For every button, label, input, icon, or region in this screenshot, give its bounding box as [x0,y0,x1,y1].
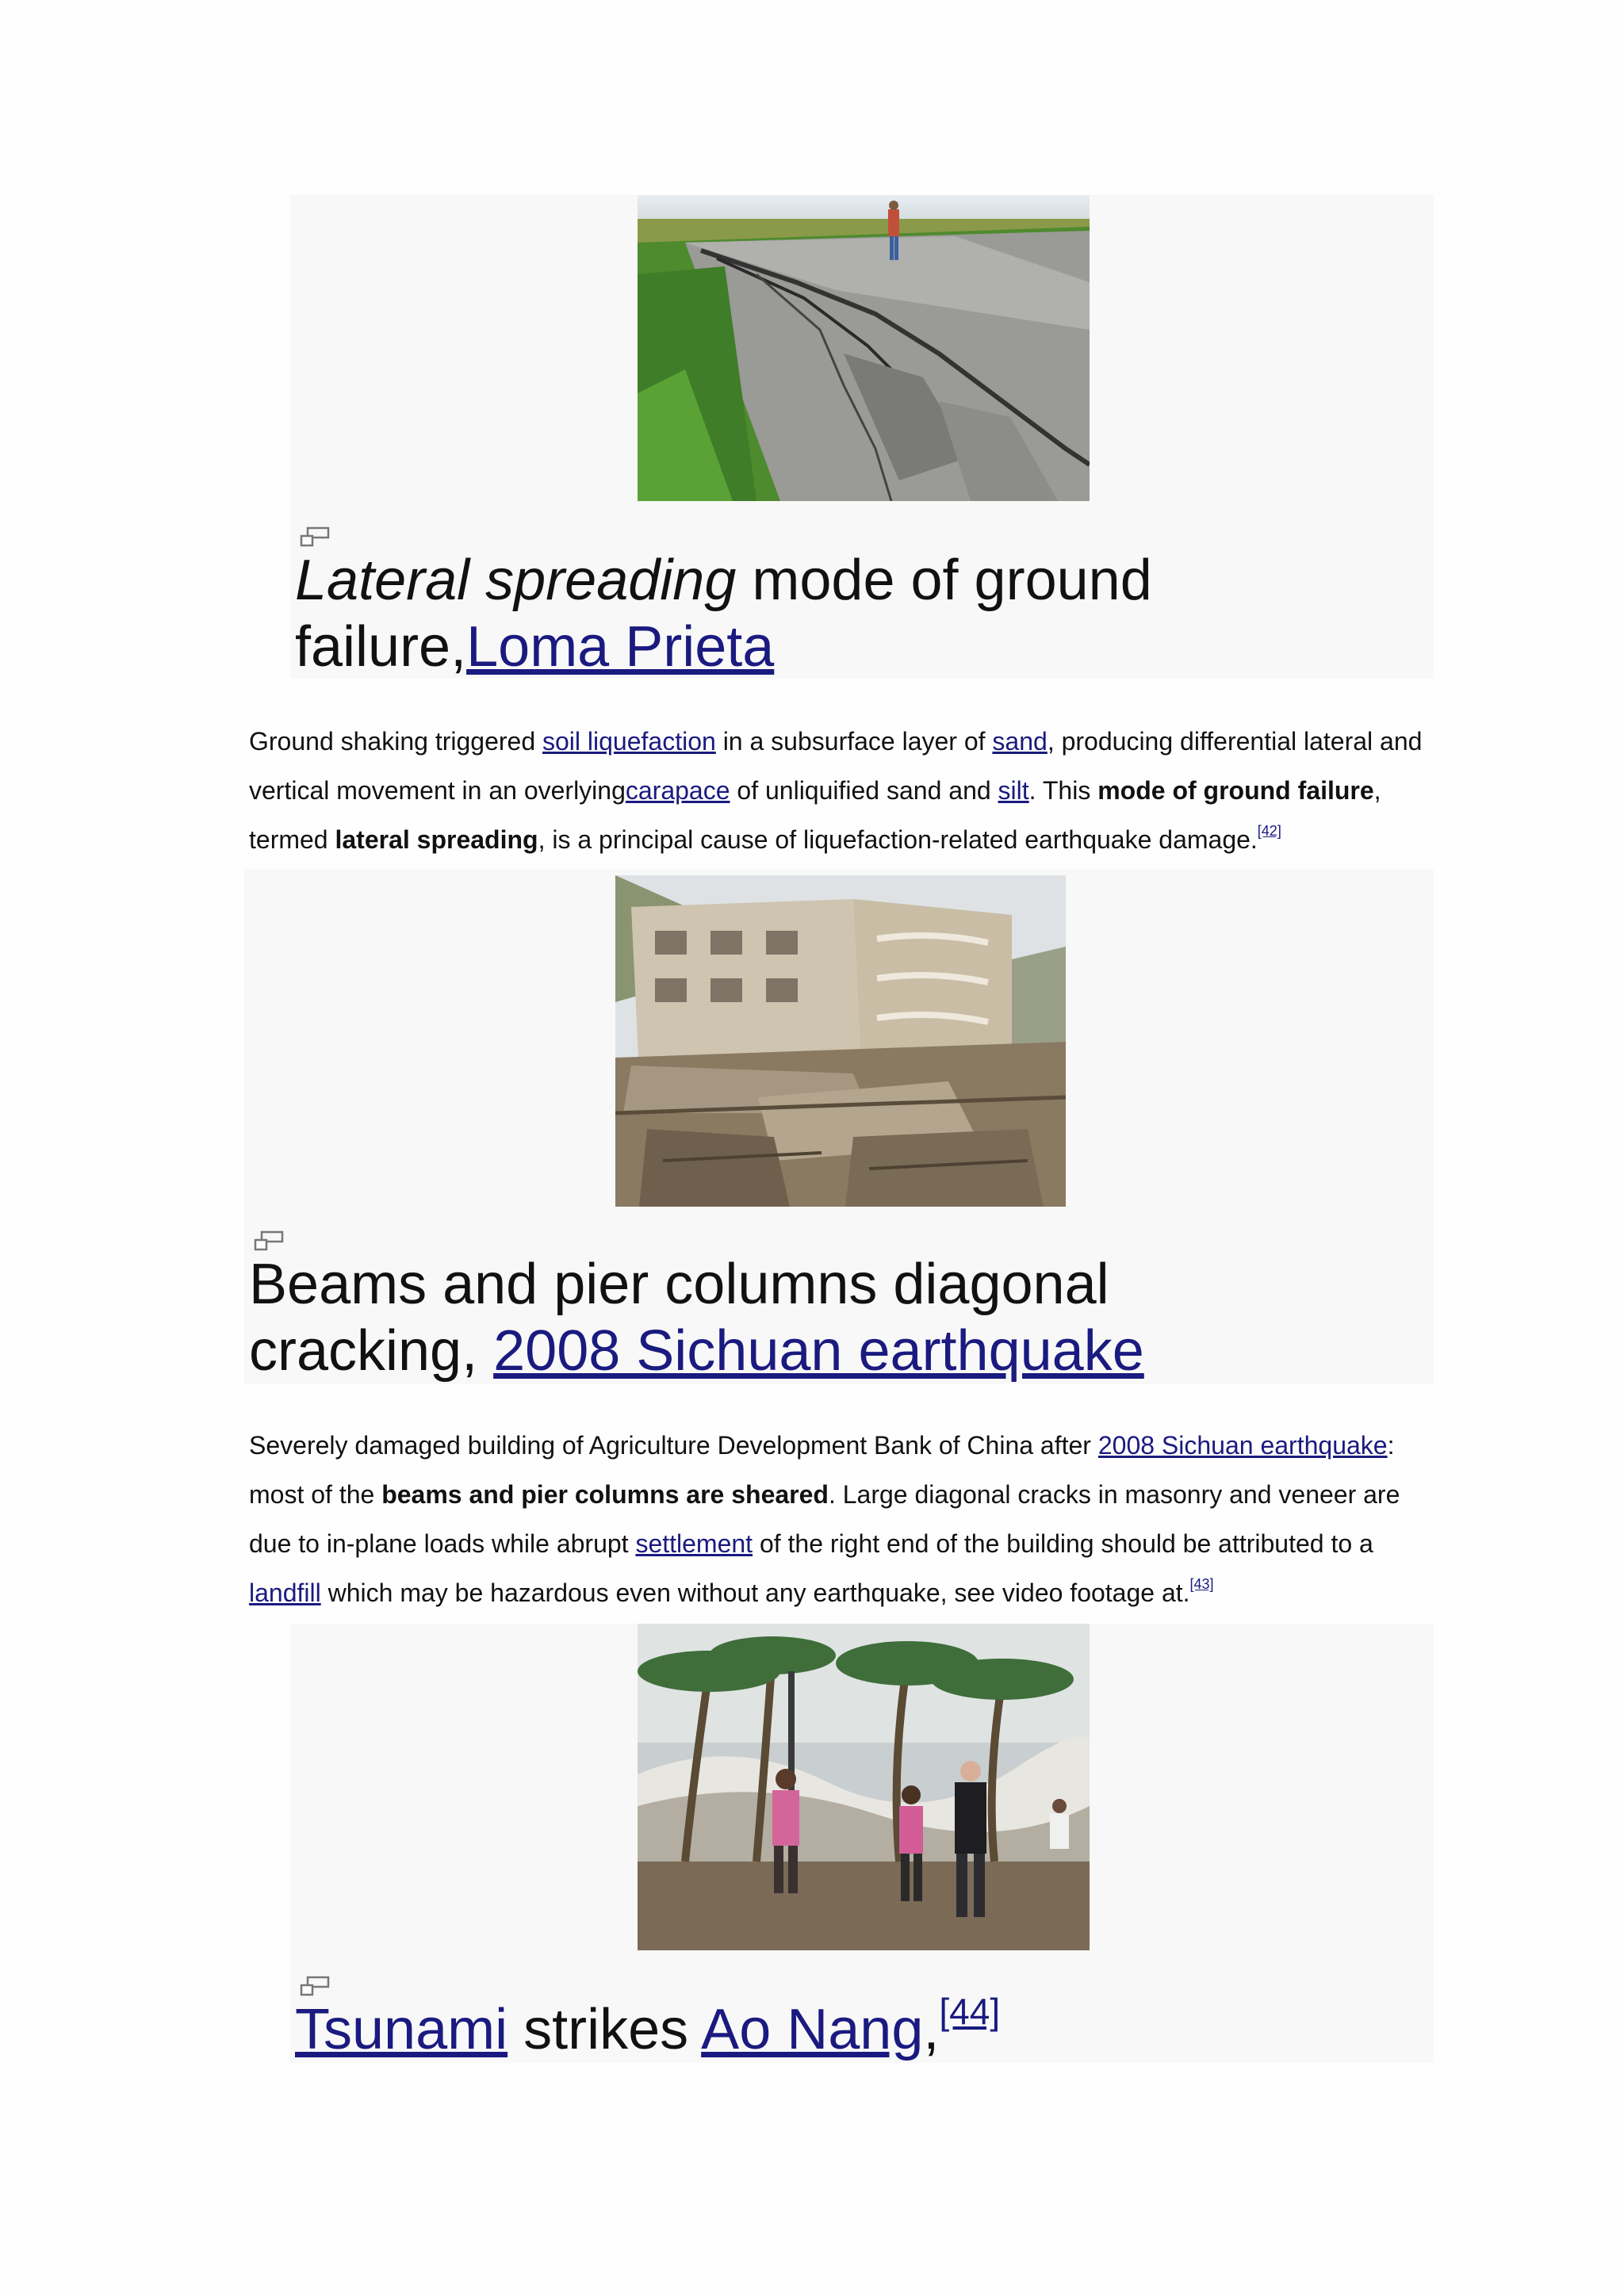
text-span: . Large diagonal cracks in masonry and veneer are due to in-plane loads while abrupt [249,1480,1400,1558]
settlement-link[interactable]: settlement [635,1529,753,1558]
sand-link[interactable]: sand [992,727,1048,756]
bold-term-mode-of-ground-failure: mode of ground failure [1097,776,1374,805]
text-span: , is a principal cause of liquefaction-related earthquake damage. [538,825,1258,854]
text-span: in a subsurface layer of [715,727,993,756]
text-span: , producing differential lateral and vertical movement in an overlying [249,727,1423,805]
reference-43-link[interactable]: [43] [1189,1576,1214,1593]
reference-42-link[interactable]: [42] [1257,823,1281,840]
enlarge-icon[interactable] [300,526,330,547]
loma-prieta-link[interactable]: Loma Prieta [466,615,775,679]
ao-nang-link[interactable]: Ao Nang [701,1998,924,2061]
text-span: , termed [249,776,1381,854]
cracked-road-illustration [638,195,1090,501]
tsunami-link[interactable]: Tsunami [295,1998,508,2061]
bold-term-lateral-spreading: lateral spreading [335,825,538,854]
text-span: : most of the [249,1431,1395,1509]
text-span: Ground shaking triggered [249,727,542,756]
text-span: . This [1028,776,1098,805]
enlarge-icon[interactable] [254,1230,284,1251]
tsunami-illustration [638,1624,1090,1950]
text-span: Severely damaged building of Agriculture Development Bank of China after [249,1431,1098,1460]
figure-caption-sichuan [249,1251,1280,1384]
figure-image-tsunami[interactable] [638,1624,1090,1950]
figure-image-cracked-road[interactable] [638,195,1090,501]
text-span: of the right end of the building should be attributed to a [753,1529,1373,1558]
reference-44-link[interactable]: [44] [939,1991,1001,2032]
figure-caption-tsunami [295,1991,1326,2063]
landfill-link[interactable]: landfill [249,1578,321,1607]
caption-italic-term: Lateral spreading [295,549,737,612]
sichuan-earthquake-inline-link[interactable]: 2008 Sichuan earthquake [1097,1431,1388,1460]
soil-liquefaction-link[interactable]: soil liquefaction [542,727,716,756]
paragraph-lateral-spreading [249,717,1431,864]
paragraph-sichuan-building [249,1421,1431,1617]
caption-text: Beams and pier columns diagonal cracking, [249,1253,1109,1383]
silt-link[interactable]: silt [998,776,1029,805]
caption-text: mode of ground failure, [295,549,1152,679]
bold-term-beams-sheared: beams and pier columns are sheared [381,1480,829,1509]
collapsed-building-illustration [615,875,1066,1207]
text-span: which may be hazardous even without any earthquake, see video footage at. [320,1578,1190,1607]
caption-comma: , [923,1998,940,2061]
text-span: of unliquified sand and [730,776,998,805]
caption-text: strikes [508,1998,702,2061]
figure-caption-lateral-spreading [295,547,1247,680]
figure-image-collapsed-building[interactable] [615,875,1066,1207]
sichuan-earthquake-link[interactable]: 2008 Sichuan earthquake [493,1319,1144,1383]
enlarge-icon[interactable] [300,1976,330,1996]
carapace-link[interactable]: carapace [625,776,730,805]
